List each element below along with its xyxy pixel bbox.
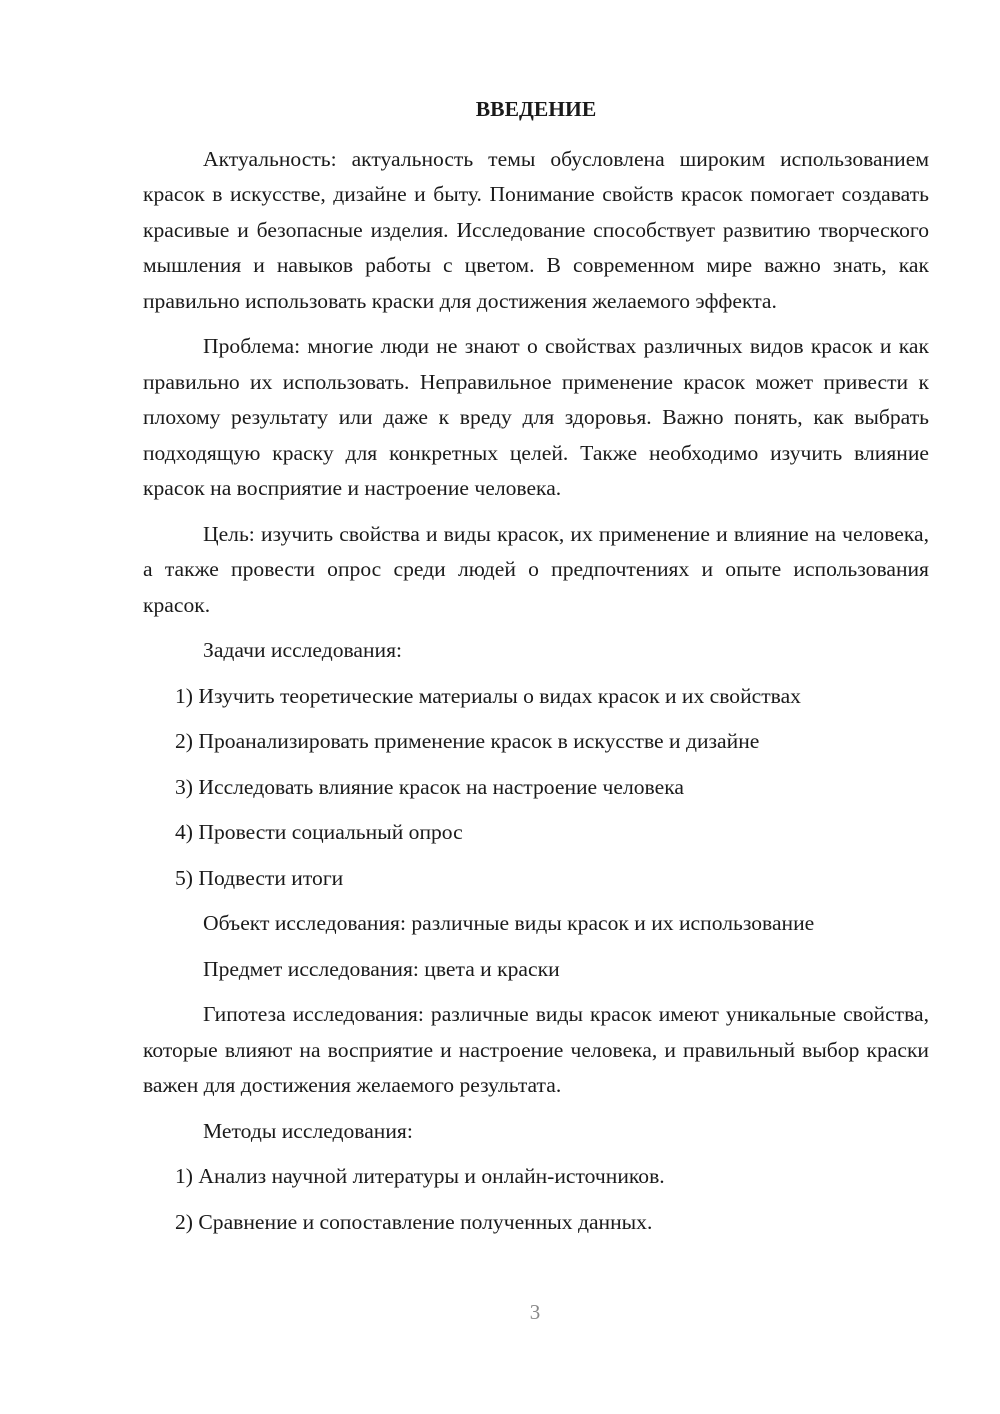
method-item: 1) Анализ научной литературы и онлайн-источников. bbox=[175, 1164, 665, 1188]
task-item: 3) Исследовать влияние красок на настроение человека bbox=[175, 774, 684, 799]
subject-paragraph: Предмет исследования: цвета и краски bbox=[203, 956, 560, 981]
object-paragraph: Объект исследования: различные виды красок и их использование bbox=[203, 911, 815, 935]
section-title: ВВЕДЕНИЕ bbox=[475, 97, 597, 121]
task-item: 2) Проанализировать применение красок в искусстве и дизайне bbox=[175, 729, 760, 753]
task-item: 4) Провести социальный опрос bbox=[175, 820, 463, 844]
methods-heading: Методы исследования: bbox=[203, 1118, 413, 1143]
task-item: 5) Подвести итоги bbox=[175, 865, 344, 890]
task-item: 1) Изучить теоретические материалы о видах красок и их свойствах bbox=[175, 683, 801, 708]
document-page bbox=[143, 92, 929, 1250]
hypothesis-paragraph: Гипотеза исследования: различные виды красок имеют уникальные свойства, которые влияют на восприятие и настроение человека, и правильный выбор краски важен для достижения желаемого результата. bbox=[143, 1002, 929, 1097]
method-item: 2) Сравнение и сопоставление полученных данных. bbox=[175, 1209, 653, 1234]
relevance-paragraph: Актуальность: актуальность темы обусловлена широким использованием красок в искусстве, дизайне и быту. Понимание свойств красок помогает создавать красивые и безопасные изделия. Исследование способствует развитию творческого мышления и навыков работы с цветом. В современном мире важно знать, как правильно использовать краски для достижения желаемого эффекта. bbox=[143, 146, 929, 313]
problem-paragraph: Проблема: многие люди не знают о свойствах различных видов красок и как правильно их использовать. Неправильное применение красок может привести к плохому результату или даже к вреду для здоровья. Важно понять, как выбрать подходящую краску для конкретных целей. Также необходимо изучить влияние красок на восприятие и настроение человека. bbox=[143, 334, 929, 500]
tasks-heading: Задачи исследования: bbox=[203, 638, 403, 662]
page-number: 3 bbox=[529, 1300, 541, 1324]
goal-paragraph: Цель: изучить свойства и виды красок, их применение и влияние на человека, а также провести опрос среди людей о предпочтениях и опыте использования красок. bbox=[143, 521, 929, 617]
